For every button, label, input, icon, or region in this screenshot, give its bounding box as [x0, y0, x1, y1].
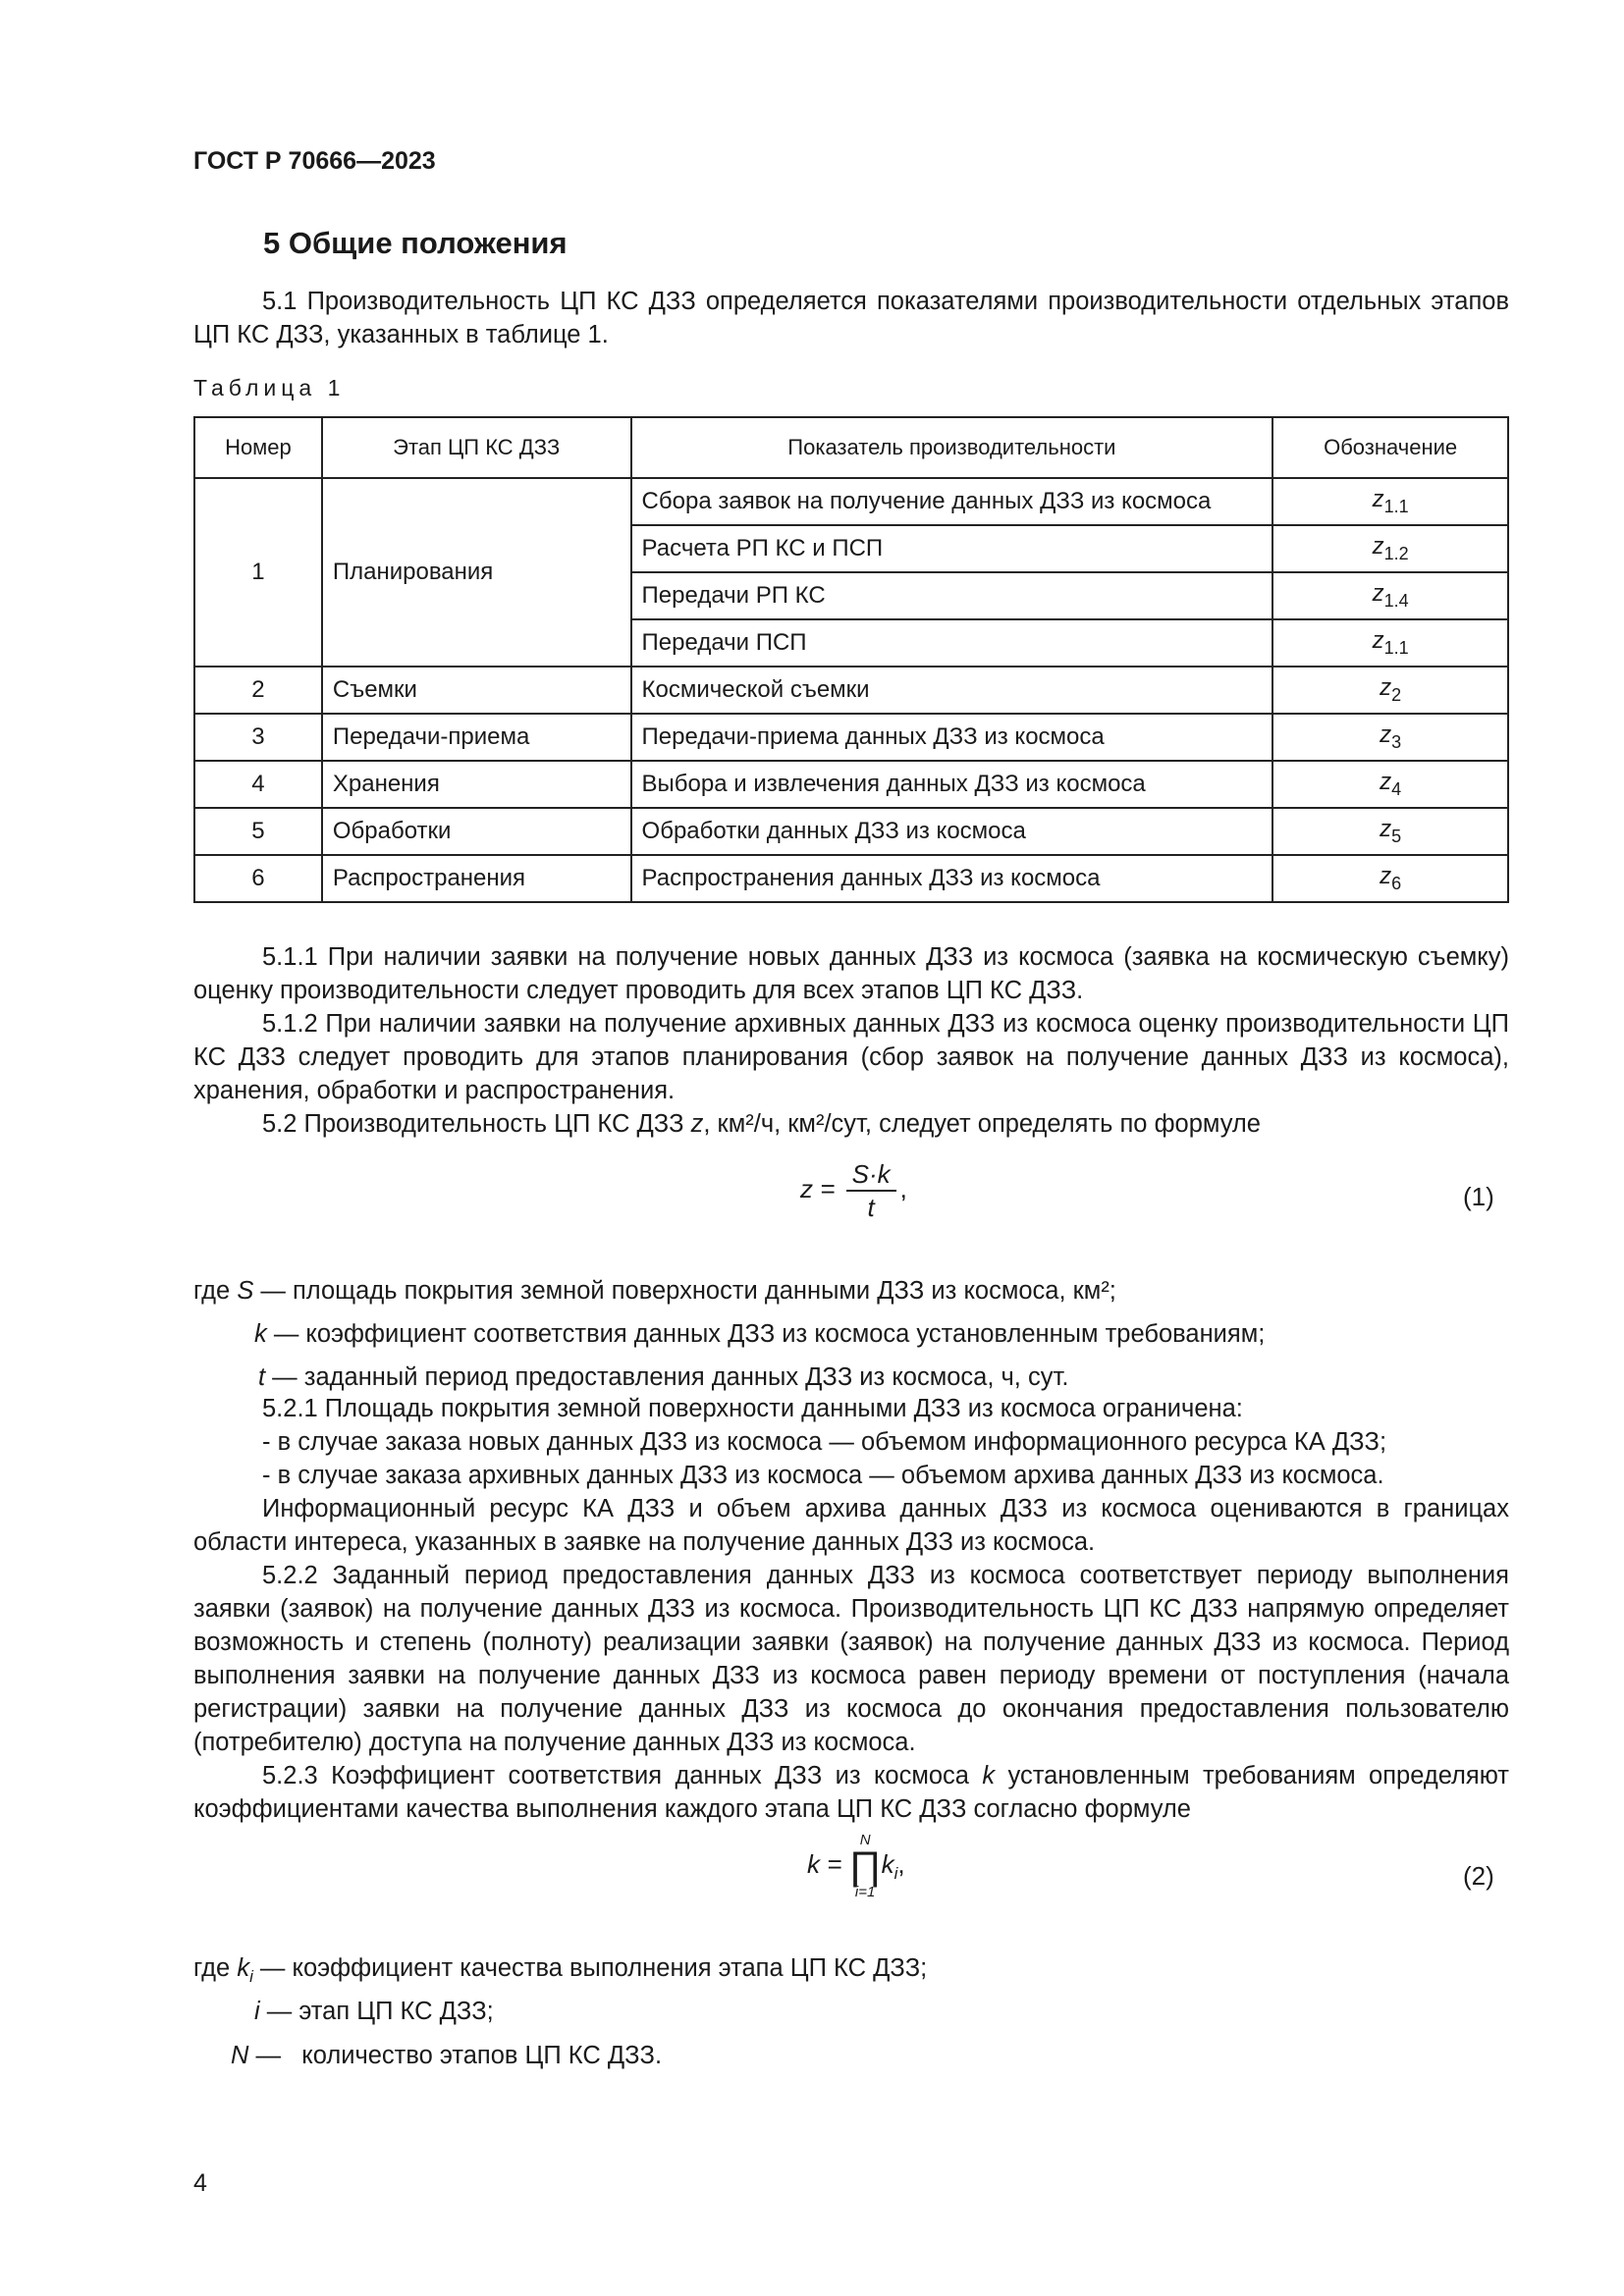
paragraph-5-2-1: 5.2.1 Площадь покрытия земной поверхности данными ДЗЗ из космоса ограничена:	[262, 1395, 1243, 1422]
cell-indicator: Выбора и извлечения данных ДЗЗ из космоса	[631, 761, 1273, 808]
cell-symbol: $z_{1.1}$	[1272, 619, 1508, 667]
cell-stage: Съемки	[322, 667, 631, 714]
paragraph-5-2: 5.2 Производительность ЦП КС ДЗЗ z, км²/ч, км²/сут, следует определять по формуле	[262, 1110, 1261, 1138]
cell-indicator: Распространения данных ДЗЗ из космоса	[631, 855, 1273, 902]
bullet-archive-data: - в случае заказа архивных данных ДЗЗ из космоса — объемом архива данных ДЗЗ из космоса.	[262, 1462, 1384, 1489]
document-header: ГОСТ Р 70666—2023	[193, 147, 436, 175]
paragraph-5-1-1: 5.1.1 При наличии заявки на получение новых данных ДЗЗ из космоса (заявка на космическую съемку) оценку производительности следует проводить для всех этапов ЦП КС ДЗЗ.	[193, 943, 1509, 1004]
table-row	[194, 478, 1508, 525]
cell-symbol: $z_4$	[1272, 761, 1508, 808]
cell-symbol: $z_3$	[1272, 714, 1508, 761]
cell-symbol: $z_6$	[1272, 855, 1508, 902]
cell-indicator: Расчета РП КС и ПСП	[631, 525, 1273, 572]
cell-symbol: $z_2$	[1272, 667, 1508, 714]
cell-number: 4	[194, 761, 322, 808]
table-header-row	[194, 417, 1508, 478]
definition-s: где S — площадь покрытия земной поверхности данными ДЗЗ из космоса, км²;	[193, 1277, 1116, 1305]
table-row	[194, 761, 1508, 808]
table-row	[194, 808, 1508, 855]
cell-stage: Хранения	[322, 761, 631, 808]
cell-number: 6	[194, 855, 322, 902]
cell-indicator: Передачи-приема данных ДЗЗ из космоса	[631, 714, 1273, 761]
section-title: 5 Общие положения	[263, 226, 568, 260]
formula-1-number: (1)	[1463, 1182, 1494, 1211]
table-row	[194, 714, 1508, 761]
bullet-new-data: - в случае заказа новых данных ДЗЗ из космоса — объемом информационного ресурса КА ДЗЗ;	[262, 1428, 1387, 1456]
cell-number: 5	[194, 808, 322, 855]
cell-indicator: Обработки данных ДЗЗ из космоса	[631, 808, 1273, 855]
paragraph-info-resource: Информационный ресурс КА ДЗЗ и объем архива данных ДЗЗ из космоса оцениваются в границах области интереса, указанных в заявке на получение данных ДЗЗ из космоса.	[193, 1495, 1509, 1556]
header-symbol: Обозначение	[1272, 417, 1508, 478]
cell-symbol: $z_5$	[1272, 808, 1508, 855]
definition-ki: где $k_i$ — коэффициент качества выполнения этапа ЦП КС ДЗЗ;	[193, 1954, 928, 1987]
definition-i: i — этап ЦП КС ДЗЗ;	[254, 1998, 494, 2025]
cell-symbol: $z_{1.2}$	[1272, 525, 1508, 572]
paragraph-5-2-3: 5.2.3 Коэффициент соответствия данных ДЗЗ из космоса k установленным требованиям определяют коэффициентами качества выполнения каждого этапа ЦП КС ДЗЗ согласно формуле	[193, 1762, 1509, 1823]
cell-indicator: Космической съемки	[631, 667, 1273, 714]
header-indicator: Показатель производительности	[631, 417, 1273, 478]
performance-table	[193, 416, 1509, 903]
cell-stage: Обработки	[322, 808, 631, 855]
cell-number: 2	[194, 667, 322, 714]
cell-indicator: Передачи ПСП	[631, 619, 1273, 667]
table-caption: Таблица 1	[193, 375, 346, 400]
definition-t: t — заданный период предоставления данных ДЗЗ из космоса, ч, сут.	[258, 1363, 1069, 1391]
cell-stage: Планирования	[322, 478, 631, 667]
cell-indicator: Передачи РП КС	[631, 572, 1273, 619]
formula-2-number: (2)	[1463, 1861, 1494, 1891]
cell-stage: Распространения	[322, 855, 631, 902]
paragraph-5-1-2: 5.1.2 При наличии заявки на получение архивных данных ДЗЗ из космоса оценку производительности ЦП КС ДЗЗ следует проводить для этапов планирования (сбор заявок на получение данных ДЗЗ из космоса), хранения, обработки и распространения.	[193, 1010, 1509, 1104]
header-number: Номер	[194, 417, 322, 478]
cell-stage: Передачи-приема	[322, 714, 631, 761]
formula-2: k = N ∏ i=1 $k_i$,	[807, 1832, 905, 1900]
paragraph-5-1: 5.1 Производительность ЦП КС ДЗЗ определяется показателями производительности отдельных этапов ЦП КС ДЗЗ, указанных в таблице 1.	[193, 288, 1509, 348]
paragraph-5-2-2: 5.2.2 Заданный период предоставления данных ДЗЗ из космоса соответствует периоду выполнения заявки (заявок) на получение данных ДЗЗ из космоса. Производительность ЦП КС ДЗЗ напрямую определяет возможность и степень (полноту) реализации заявки (заявок) на получение данных ДЗЗ из космоса. Период выполнения заявки на получение данных ДЗЗ из космоса равен периоду времени от поступления (начала регистрации) заявки на получение данных ДЗЗ из космоса до окончания предоставления пользователю (потребителю) доступа на получение данных ДЗЗ из космоса.	[193, 1562, 1509, 1756]
cell-symbol: $z_{1.1}$	[1272, 478, 1508, 525]
cell-symbol: $z_{1.4}$	[1272, 572, 1508, 619]
cell-number: 1	[194, 478, 322, 667]
cell-indicator: Сбора заявок на получение данных ДЗЗ из космоса	[631, 478, 1273, 525]
page-number: 4	[193, 2169, 207, 2197]
header-stage: Этап ЦП КС ДЗЗ	[322, 417, 631, 478]
formula-1: z = $\frac{S\cdot k}{t}$ ,	[800, 1159, 907, 1222]
table-row	[194, 855, 1508, 902]
cell-number: 3	[194, 714, 322, 761]
definition-n: N — количество этапов ЦП КС ДЗЗ.	[231, 2042, 663, 2069]
table-row	[194, 667, 1508, 714]
definition-k: k — коэффициент соответствия данных ДЗЗ из космоса установленным требованиям;	[254, 1320, 1266, 1348]
